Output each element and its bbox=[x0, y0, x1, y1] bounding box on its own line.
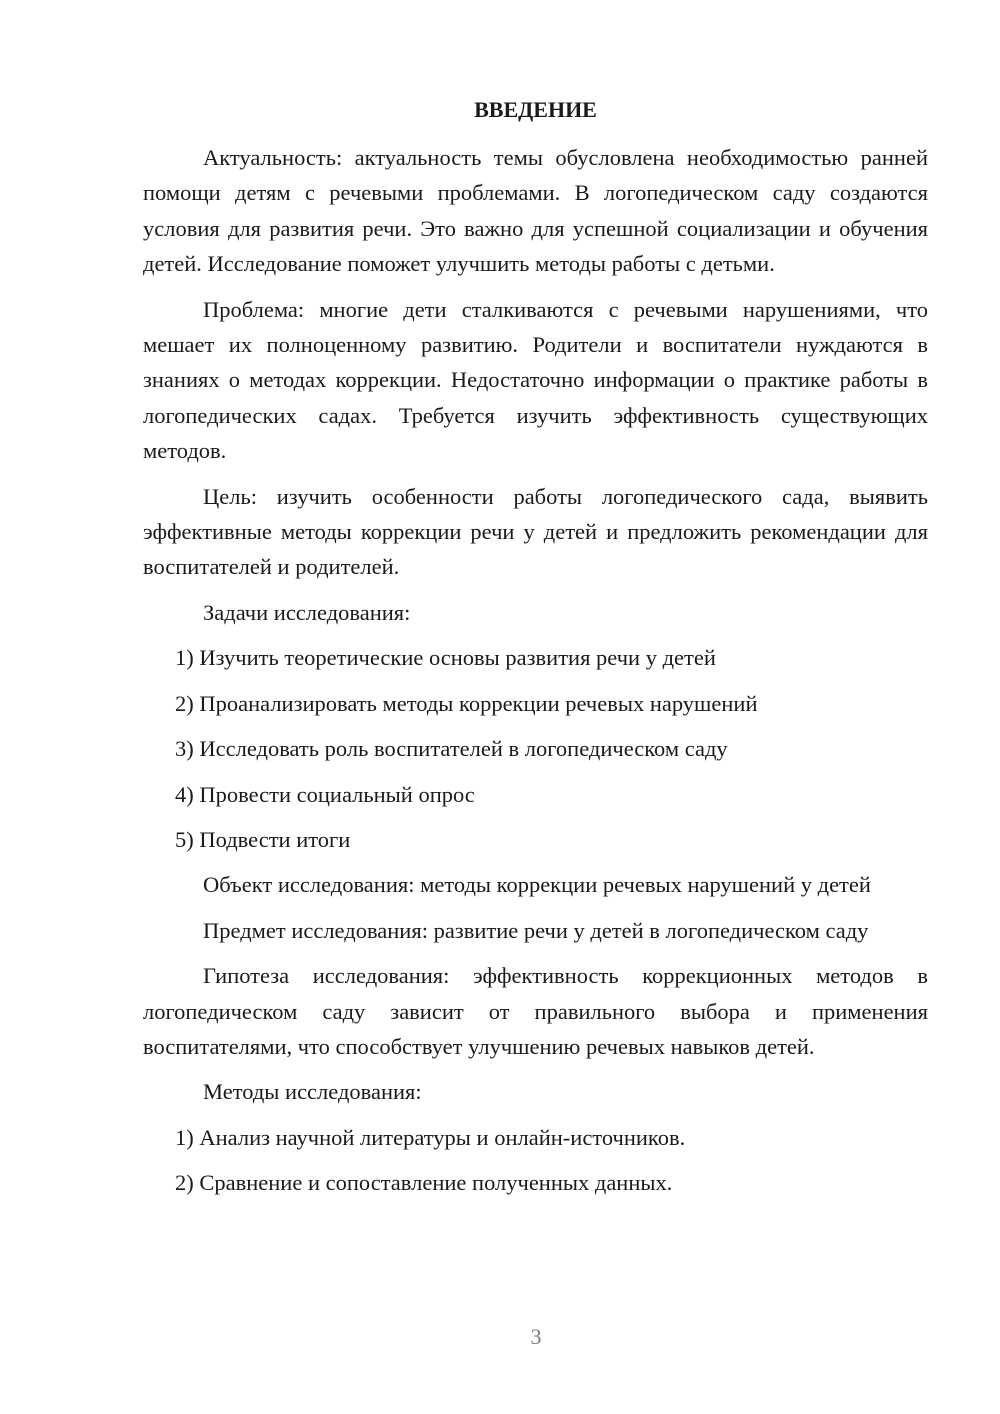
list-item: 2) Сравнение и сопоставление полученных данных. bbox=[175, 1170, 673, 1196]
document-page bbox=[143, 92, 928, 1201]
list-item: 5) Подвести итоги bbox=[175, 826, 351, 852]
problem-paragraph: Проблема: многие дети сталкиваются с речевыми нарушениями, что мешает их полноценному развитию. Родители и воспитатели нуждаются в знаниях о методах коррекции. Недостаточно информации о практике работы в логопедических садах. Требуется изучить эффективность существующих методов. bbox=[143, 296, 928, 464]
list-item: 3) Исследовать роль воспитателей в логопедическом саду bbox=[175, 736, 728, 762]
methods-list bbox=[143, 1120, 928, 1201]
tasks-list bbox=[143, 640, 928, 857]
relevance-paragraph: Актуальность: актуальность темы обусловлена необходимостью ранней помощи детям с речевыми проблемами. В логопедическом саду создаются условия для развития речи. Это важно для успешной социализации и обучения детей. Исследование поможет улучшить методы работы с детьми. bbox=[143, 145, 928, 277]
methods-heading: Методы исследования: bbox=[203, 1079, 422, 1105]
list-item: 4) Провести социальный опрос bbox=[175, 781, 475, 807]
tasks-heading: Задачи исследования: bbox=[203, 599, 411, 625]
subject-paragraph: Предмет исследования: развитие речи у детей в логопедическом саду bbox=[203, 917, 869, 943]
list-item: 1) Анализ научной литературы и онлайн-источников. bbox=[175, 1124, 686, 1150]
page-number: 3 bbox=[530, 1324, 542, 1349]
list-item: 1) Изучить теоретические основы развития речи у детей bbox=[175, 645, 716, 671]
goal-paragraph: Цель: изучить особенности работы логопедического сада, выявить эффективные методы коррекции речи у детей и предложить рекомендации для воспитателей и родителей. bbox=[143, 483, 928, 580]
hypothesis-paragraph: Гипотеза исследования: эффективность коррекционных методов в логопедическом саду зависит от правильного выбора и применения воспитателями, что способствует улучшению речевых навыков детей. bbox=[143, 963, 928, 1059]
list-item: 2) Проанализировать методы коррекции речевых нарушений bbox=[175, 690, 758, 716]
object-paragraph: Объект исследования: методы коррекции речевых нарушений у детей bbox=[203, 872, 871, 898]
section-title: ВВЕДЕНИЕ bbox=[474, 97, 597, 122]
